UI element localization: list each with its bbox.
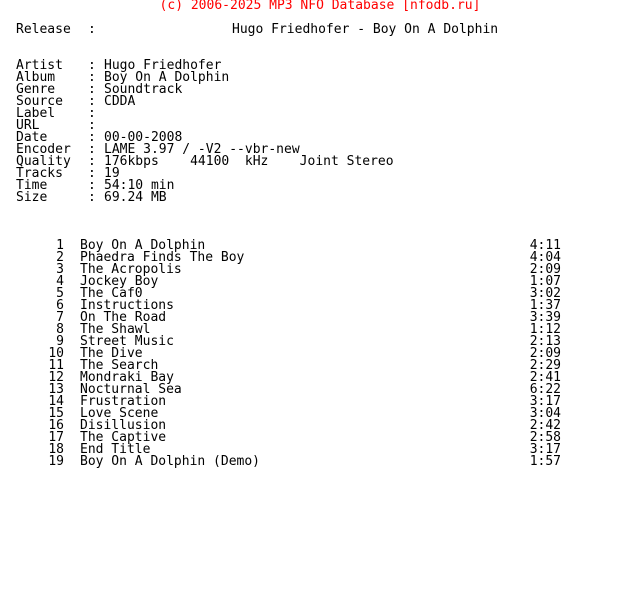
track-number: 19 [48, 454, 64, 469]
track-title: Instructions [80, 298, 174, 313]
track-number: 10 [48, 346, 64, 361]
info-label: Tracks [16, 166, 63, 181]
track-number: 13 [48, 382, 64, 397]
info-label: Source [16, 94, 63, 109]
track-duration: 3:17 [529, 394, 561, 409]
track-duration: 2:29 [529, 358, 561, 373]
site-header: (c) 2006-2025 MP3 NFO Database [nfodb.ru] [159, 0, 481, 13]
info-label: Album [16, 70, 56, 85]
track-number: 15 [48, 406, 64, 421]
track-number: 1 [56, 238, 64, 253]
track-duration: 3:39 [529, 310, 561, 325]
track-number: 7 [56, 310, 64, 325]
release-separator: : [88, 22, 96, 37]
info-label: Quality [16, 154, 71, 169]
track-number: 16 [48, 418, 64, 433]
track-duration: 1:57 [529, 454, 561, 469]
track-duration: 2:42 [529, 418, 561, 433]
release-value: Hugo Friedhofer - Boy On A Dolphin [232, 22, 499, 37]
track-duration: 1:12 [529, 322, 561, 337]
info-separator: : [88, 166, 96, 181]
info-label: Encoder [16, 142, 71, 157]
track-number: 8 [56, 322, 64, 337]
info-value: 69.24 MB [104, 190, 167, 205]
track-number: 3 [56, 262, 64, 277]
track-duration: 1:37 [529, 298, 561, 313]
track-title: On The Road [80, 310, 167, 325]
info-label: Artist [16, 58, 63, 73]
track-number: 4 [56, 274, 64, 289]
info-label: Date [16, 130, 48, 145]
track-title: Phaedra Finds The Boy [80, 250, 245, 265]
info-value: 54:10 min [104, 178, 175, 193]
track-title: Frustration [80, 394, 167, 409]
info-value: CDDA [104, 94, 136, 109]
track-duration: 2:58 [529, 430, 561, 445]
track-title: The Shawl [80, 322, 151, 337]
track-duration: 4:04 [529, 250, 561, 265]
track-duration: 3:04 [529, 406, 561, 421]
info-separator: : [88, 154, 96, 169]
track-number: 14 [48, 394, 64, 409]
track-duration: 6:22 [529, 382, 561, 397]
info-separator: : [88, 190, 96, 205]
track-duration: 4:11 [529, 238, 561, 253]
info-separator: : [88, 142, 96, 157]
track-title: The Caf0 [80, 286, 143, 301]
track-title: Love Scene [80, 406, 159, 421]
track-number: 6 [56, 298, 64, 313]
track-title: The Dive [80, 346, 143, 361]
info-label: Genre [16, 82, 56, 97]
track-title: Disillusion [80, 418, 167, 433]
track-title: The Acropolis [80, 262, 182, 277]
info-value: Soundtrack [104, 82, 183, 97]
info-value: LAME 3.97 / -V2 --vbr-new [104, 142, 300, 157]
info-label: URL [16, 118, 40, 133]
track-duration: 3:17 [529, 442, 561, 457]
info-value: 19 [104, 166, 120, 181]
info-value: 176kbps 44100 kHz Joint Stereo [104, 154, 394, 169]
info-separator: : [88, 118, 96, 133]
info-value: Hugo Friedhofer [104, 58, 222, 73]
track-title: Jockey Boy [80, 274, 159, 289]
track-number: 2 [56, 250, 64, 265]
track-title: Boy On A Dolphin (Demo) [80, 454, 261, 469]
track-number: 12 [48, 370, 64, 385]
track-duration: 2:41 [529, 370, 561, 385]
release-row [0, 22, 499, 37]
track-number: 18 [48, 442, 64, 457]
track-duration: 1:07 [529, 274, 561, 289]
track-duration: 3:02 [529, 286, 561, 301]
release-label: Release [16, 22, 71, 37]
track-title: The Search [80, 358, 159, 373]
info-label: Time [16, 178, 48, 193]
track-title: Mondraki Bay [80, 370, 174, 385]
info-separator: : [88, 178, 96, 193]
track-duration: 2:13 [529, 334, 561, 349]
track-title: The Captive [80, 430, 167, 445]
info-label: Label [16, 106, 56, 121]
info-value: 00-00-2008 [104, 130, 183, 145]
track-number: 9 [56, 334, 64, 349]
info-separator: : [88, 130, 96, 145]
track-number: 5 [56, 286, 64, 301]
track-title: Nocturnal Sea [80, 382, 182, 397]
track-duration: 2:09 [529, 346, 561, 361]
track-number: 17 [48, 430, 64, 445]
info-separator: : [88, 82, 96, 97]
info-label: Size [16, 190, 48, 205]
info-separator: : [88, 70, 96, 85]
info-separator: : [88, 58, 96, 73]
info-separator: : [88, 94, 96, 109]
track-number: 11 [48, 358, 64, 373]
track-title: Street Music [80, 334, 174, 349]
track-duration: 2:09 [529, 262, 561, 277]
info-separator: : [88, 106, 96, 121]
info-value: Boy On A Dolphin [104, 70, 230, 85]
track-title: Boy On A Dolphin [80, 238, 206, 253]
track-title: End Title [80, 442, 151, 457]
